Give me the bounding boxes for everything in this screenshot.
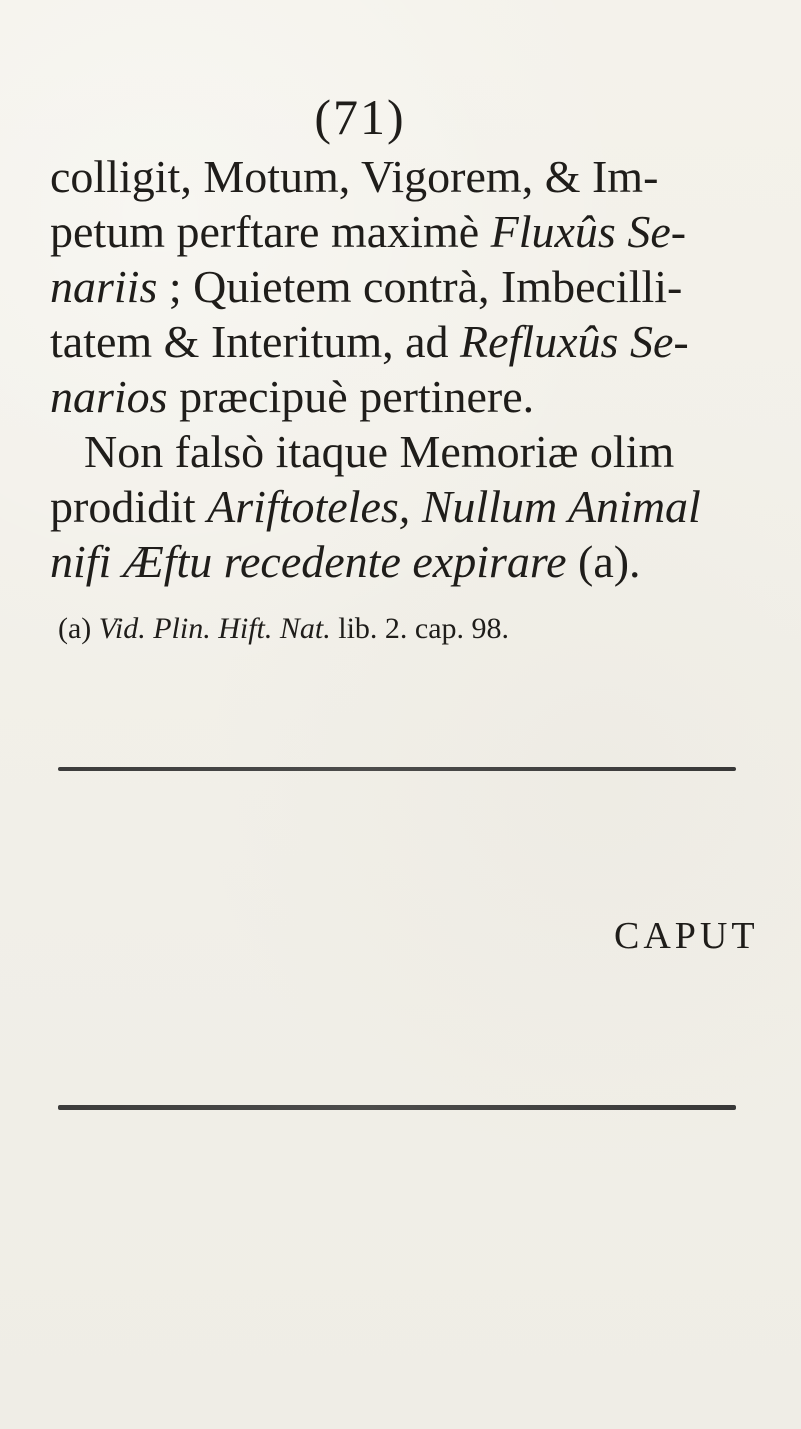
text-line-6-content: Non falsò itaque Memoriæ olim <box>84 426 675 477</box>
catchword: CAPUT <box>614 915 759 957</box>
text-line-3-italic: nariis <box>50 261 158 312</box>
text-line-7-italic-quote: Nullum Animal <box>421 481 701 532</box>
footnote-marker: (a) <box>58 612 92 645</box>
text-line-7-italic-author: Ariftoteles, <box>207 481 411 532</box>
footnote-reference-italic: Vid. Plin. Hift. Nat. <box>98 612 331 645</box>
text-line-2-italic: Fluxûs Se- <box>490 206 687 257</box>
text-line-7-plain: prodidit <box>50 481 196 532</box>
text-line-3 <box>50 261 760 312</box>
text-line-4 <box>50 316 760 367</box>
text-line-2-plain: petum perftare maximè <box>50 206 480 257</box>
text-line-5-plain: præcipuè pertinere. <box>179 371 535 422</box>
text-line-8 <box>50 536 760 587</box>
text-line-5 <box>50 371 760 422</box>
text-line-4-italic: Refluxûs Se- <box>460 316 689 367</box>
text-line-7 <box>50 481 760 532</box>
text-line-2 <box>50 206 760 257</box>
text-line-4-plain: tatem & Interitum, ad <box>50 316 449 367</box>
text-line-5-italic: narios <box>50 371 168 422</box>
text-line-8-note-ref: (a). <box>578 536 641 587</box>
text-line-6 <box>84 426 760 477</box>
text-line-1-content: colligit, Motum, Vigorem, & Im- <box>50 151 659 202</box>
footnote <box>58 614 509 644</box>
text-line-8-italic: nifi Æftu recedente expirare <box>50 536 567 587</box>
page-number: (71) <box>314 89 406 145</box>
text-line-3-plain: ; Quietem contrà, Imbecilli- <box>168 261 683 312</box>
text-line-1 <box>50 151 760 202</box>
bottom-rule <box>58 1105 736 1110</box>
footnote-reference-plain: lib. 2. cap. 98. <box>338 612 510 645</box>
top-rule <box>58 767 736 771</box>
